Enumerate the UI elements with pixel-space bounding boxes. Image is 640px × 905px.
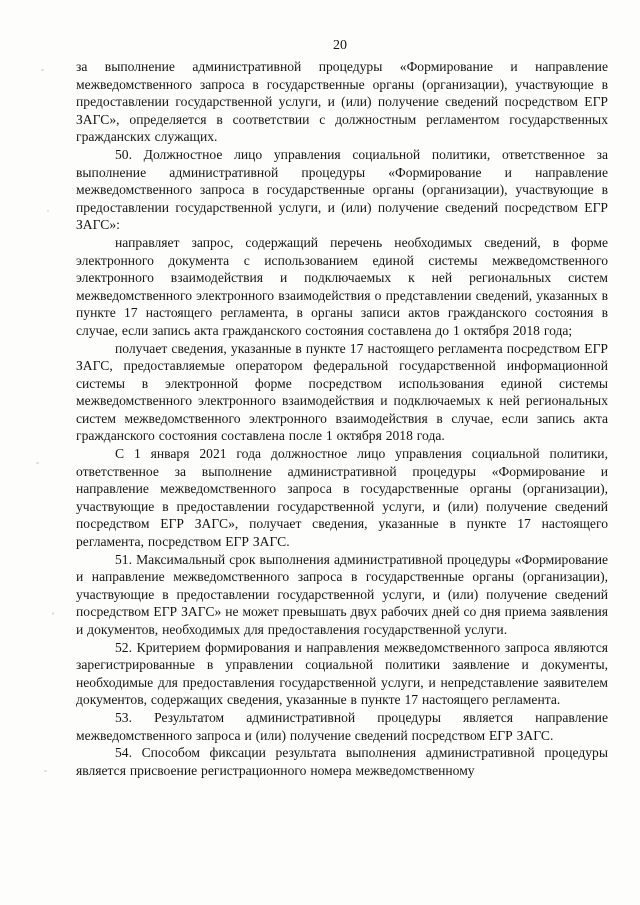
scan-speck <box>36 462 39 464</box>
paragraph-item-52: 52. Критерием формирования и направления межведомственного запроса являются зарегистрированные в управлении социальной политики заявление и документы, необходимые для предоставления государственной услуги, и непредставление заявителем документов, содержащих сведения, указанные в пункте 17 настоящего регламента. <box>76 639 608 708</box>
paragraph-item-53: 53. Результатом административной процедуры является направление межведомственного запроса и (или) получение сведений посредством ЕГР ЗАГС. <box>76 709 608 743</box>
scan-speck <box>52 612 54 615</box>
page-number: 20 <box>333 38 347 53</box>
scan-speck <box>41 69 44 71</box>
scan-speck <box>44 770 47 772</box>
paragraph-send-request: направляет запрос, содержащий перечень необходимых сведений, в форме электронного документа с использованием единой системы межведомственного электронного взаимодействия и подключаемых к ней региональных систем межведомственного электронного взаимодействия о представлении сведений, указанных в пункте 17 настоящего регламента, в органы записи актов гражданского состояния в случае, если запись акта гражданского состояния составлена до 1 октября 2018 года; <box>76 234 608 338</box>
paragraph-item-51: 51. Максимальный срок выполнения административной процедуры «Формирование и направление межведомственного запроса в государственные органы (организации), участвующие в предоставлении государственной услуги, и (или) получение сведений посредством ЕГР ЗАГС» не может превышать двух рабочих дней со дня приема заявления и документов, необходимых для предоставления государственной услуги. <box>76 551 608 637</box>
paragraph-receive-data: получает сведения, указанные в пункте 17 настоящего регламента посредством ЕГР ЗАГС, предоставляемые оператором федеральной государственной информационной системы в электронной форме посредством использования единой системы межведомственного электронного взаимодействия и подключаемых к ней региональных систем межведомственного электронного взаимодействия в случае, если запись акта гражданского состояния составлена после 1 октября 2018 года. <box>76 340 608 444</box>
paragraph-item-50: 50. Должностное лицо управления социальной политики, ответственное за выполнение административной процедуры «Формирование и направление межведомственного запроса в государственные органы (организации), участвующие в предоставлении государственной услуги, и (или) получение сведений посредством ЕГР ЗАГС»: <box>76 146 608 233</box>
paragraph-from-2021: С 1 января 2021 года должностное лицо управления социальной политики, ответственное за выполнение административной процедуры «Формирование и направление межведомственного запроса в государственные органы (организации), участвующие в предоставлении государственной услуги, и (или) получение сведений посредством ЕГР ЗАГС», получает сведения, указанные в пункте 17 настоящего регламента, посредством ЕГР ЗАГС. <box>76 446 608 550</box>
paragraph-item-54: 54. Способом фиксации результата выполнения административной процедуры является присвоение регистрационного номера межведомственному <box>76 745 608 778</box>
scan-speck <box>47 210 49 212</box>
paragraph-continuation: за выполнение административной процедуры «Формирование и направление межведомственного запроса в государственные органы (организации), участвующие в предоставлении государственной услуги, и (или) получение сведений посредством ЕГР ЗАГС», определяется в соответствии с должностным регламентом государственных гражданских служащих. <box>76 59 608 145</box>
document-body <box>76 58 608 779</box>
